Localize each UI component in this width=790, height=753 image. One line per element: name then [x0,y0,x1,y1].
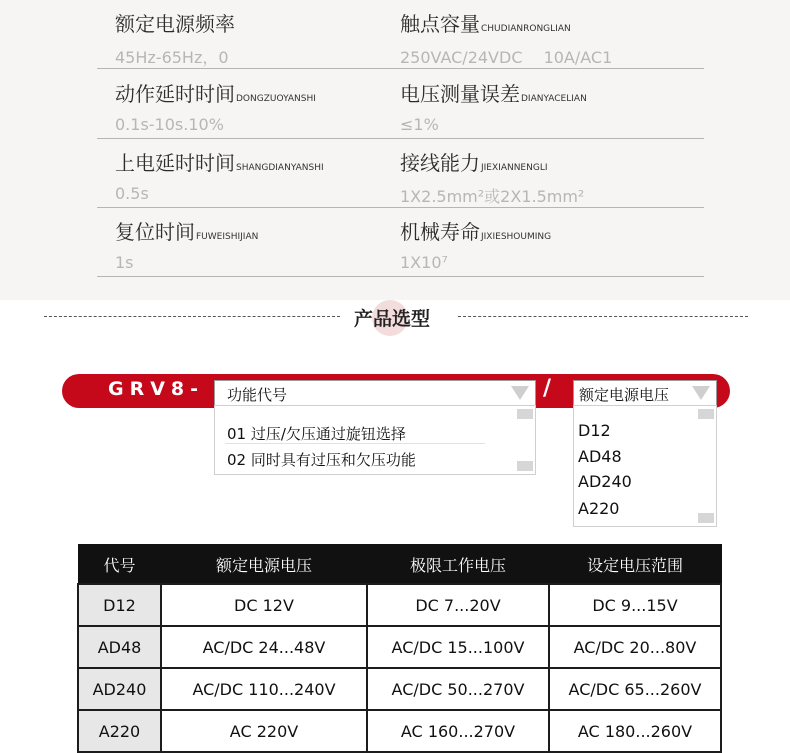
section-title: 产品选型 [354,308,431,330]
table-cell: DC 9...15V [549,584,721,626]
table-cell-code: D12 [78,584,161,626]
spec-pinyin: JIXIESHOUMING [481,232,552,242]
spec-pinyin: FUWEISHIJIAN [196,232,259,242]
rated-voltage-select[interactable] [573,380,717,406]
table-row [78,710,721,752]
spec-cell-mechanical-life [400,216,551,272]
selection-table [77,544,722,753]
rated-voltage-options [573,405,717,527]
table-cell: AC/DC 20...80V [549,626,721,668]
table-row [78,626,721,668]
spec-cell-rated-frequency [115,8,236,68]
spec-label: 额定电源频率 [115,12,235,36]
spec-row [97,0,704,69]
spec-value: 1X10⁷ [400,253,448,272]
chevron-down-icon[interactable] [692,386,710,400]
table-cell-code: AD240 [78,668,161,710]
function-code-label: 功能代号 [227,386,288,404]
spec-label: 触点容量 [400,12,480,36]
column-header-code: 代号 [78,545,161,585]
table-cell: AC/DC 15...100V [367,626,549,668]
spec-label: 电压测量误差 [400,82,520,106]
column-header-rated-voltage: 额定电源电压 [161,545,367,585]
spec-label: 机械寿命 [400,220,480,244]
voltage-option-a220[interactable]: A220 [578,499,620,518]
scrollbar-up-arrow[interactable] [698,409,714,419]
spec-cell-power-on-delay [115,147,324,203]
spec-row [97,70,704,139]
function-option-02[interactable]: 02 同时具有过压和欠压功能 [227,451,416,469]
spec-pinyin: DONGZUOYANSHI [236,94,316,104]
table-cell: AC 160...270V [367,710,549,752]
column-header-setting-range: 设定电压范围 [549,545,721,585]
table-cell: DC 12V [161,584,367,626]
spec-value: ≤1% [400,115,439,134]
spec-cell-contact-capacity [400,8,612,68]
spec-label: 动作延时时间 [115,82,235,106]
table-cell: AC 220V [161,710,367,752]
table-cell-code: AD48 [78,626,161,668]
rated-voltage-label: 额定电源电压 [579,386,670,404]
table-cell-code: A220 [78,710,161,752]
table-cell: AC/DC 50...270V [367,668,549,710]
spec-value: 45Hz-65Hz，0 [115,48,229,67]
voltage-option-ad240[interactable]: AD240 [578,472,632,491]
dashed-divider-right [458,316,748,317]
spec-cell-measurement-error [400,78,587,134]
voltage-option-d12[interactable]: D12 [578,421,611,440]
spec-cell-wiring-capacity [400,147,584,207]
table-header-row [78,545,721,585]
table-cell: AC/DC 110...240V [161,668,367,710]
spec-pinyin: DIANYACELIAN [521,94,587,104]
spec-pinyin: SHANGDIANYANSHI [236,163,324,173]
section-header [0,300,790,340]
model-prefix: GRV8- [108,378,205,400]
spec-row [97,208,704,277]
scrollbar-down-arrow[interactable] [698,513,714,523]
spec-row [97,139,704,208]
column-header-limit-voltage: 极限工作电压 [367,545,549,585]
spec-value: 1s [115,253,134,272]
table-cell: AC 180...260V [549,710,721,752]
spec-label: 复位时间 [115,220,195,244]
table-cell: DC 7...20V [367,584,549,626]
scrollbar-down-arrow[interactable] [517,461,533,471]
function-code-select[interactable] [214,380,536,406]
dashed-divider-left [44,316,340,317]
chevron-down-icon[interactable] [511,386,529,400]
spec-grid [97,0,704,294]
spec-cell-action-delay [115,78,316,134]
table-row [78,584,721,626]
spec-label: 上电延时时间 [115,151,235,175]
function-code-options [214,405,536,475]
spec-label: 接线能力 [400,151,480,175]
option-divider [225,443,485,444]
spec-value: 0.1s-10s.10% [115,115,224,134]
voltage-option-ad48[interactable]: AD48 [578,447,622,466]
spec-value: 1X2.5mm²或2X1.5mm² [400,187,585,206]
table-row [78,668,721,710]
spec-value: 0.5s [115,184,149,203]
spec-pinyin: JIEXIANNENGLI [481,163,548,173]
spec-pinyin: CHUDIANRONGLIAN [481,24,571,34]
spec-value: 250VAC/24VDC 10A/AC1 [400,48,613,67]
table-cell: AC/DC 24...48V [161,626,367,668]
scrollbar-up-arrow[interactable] [517,409,533,419]
function-option-01[interactable]: 01 过压/欠压通过旋钮选择 [227,425,406,443]
model-separator: / [543,376,552,401]
table-cell: AC/DC 65...260V [549,668,721,710]
spec-cell-reset-time [115,216,258,272]
